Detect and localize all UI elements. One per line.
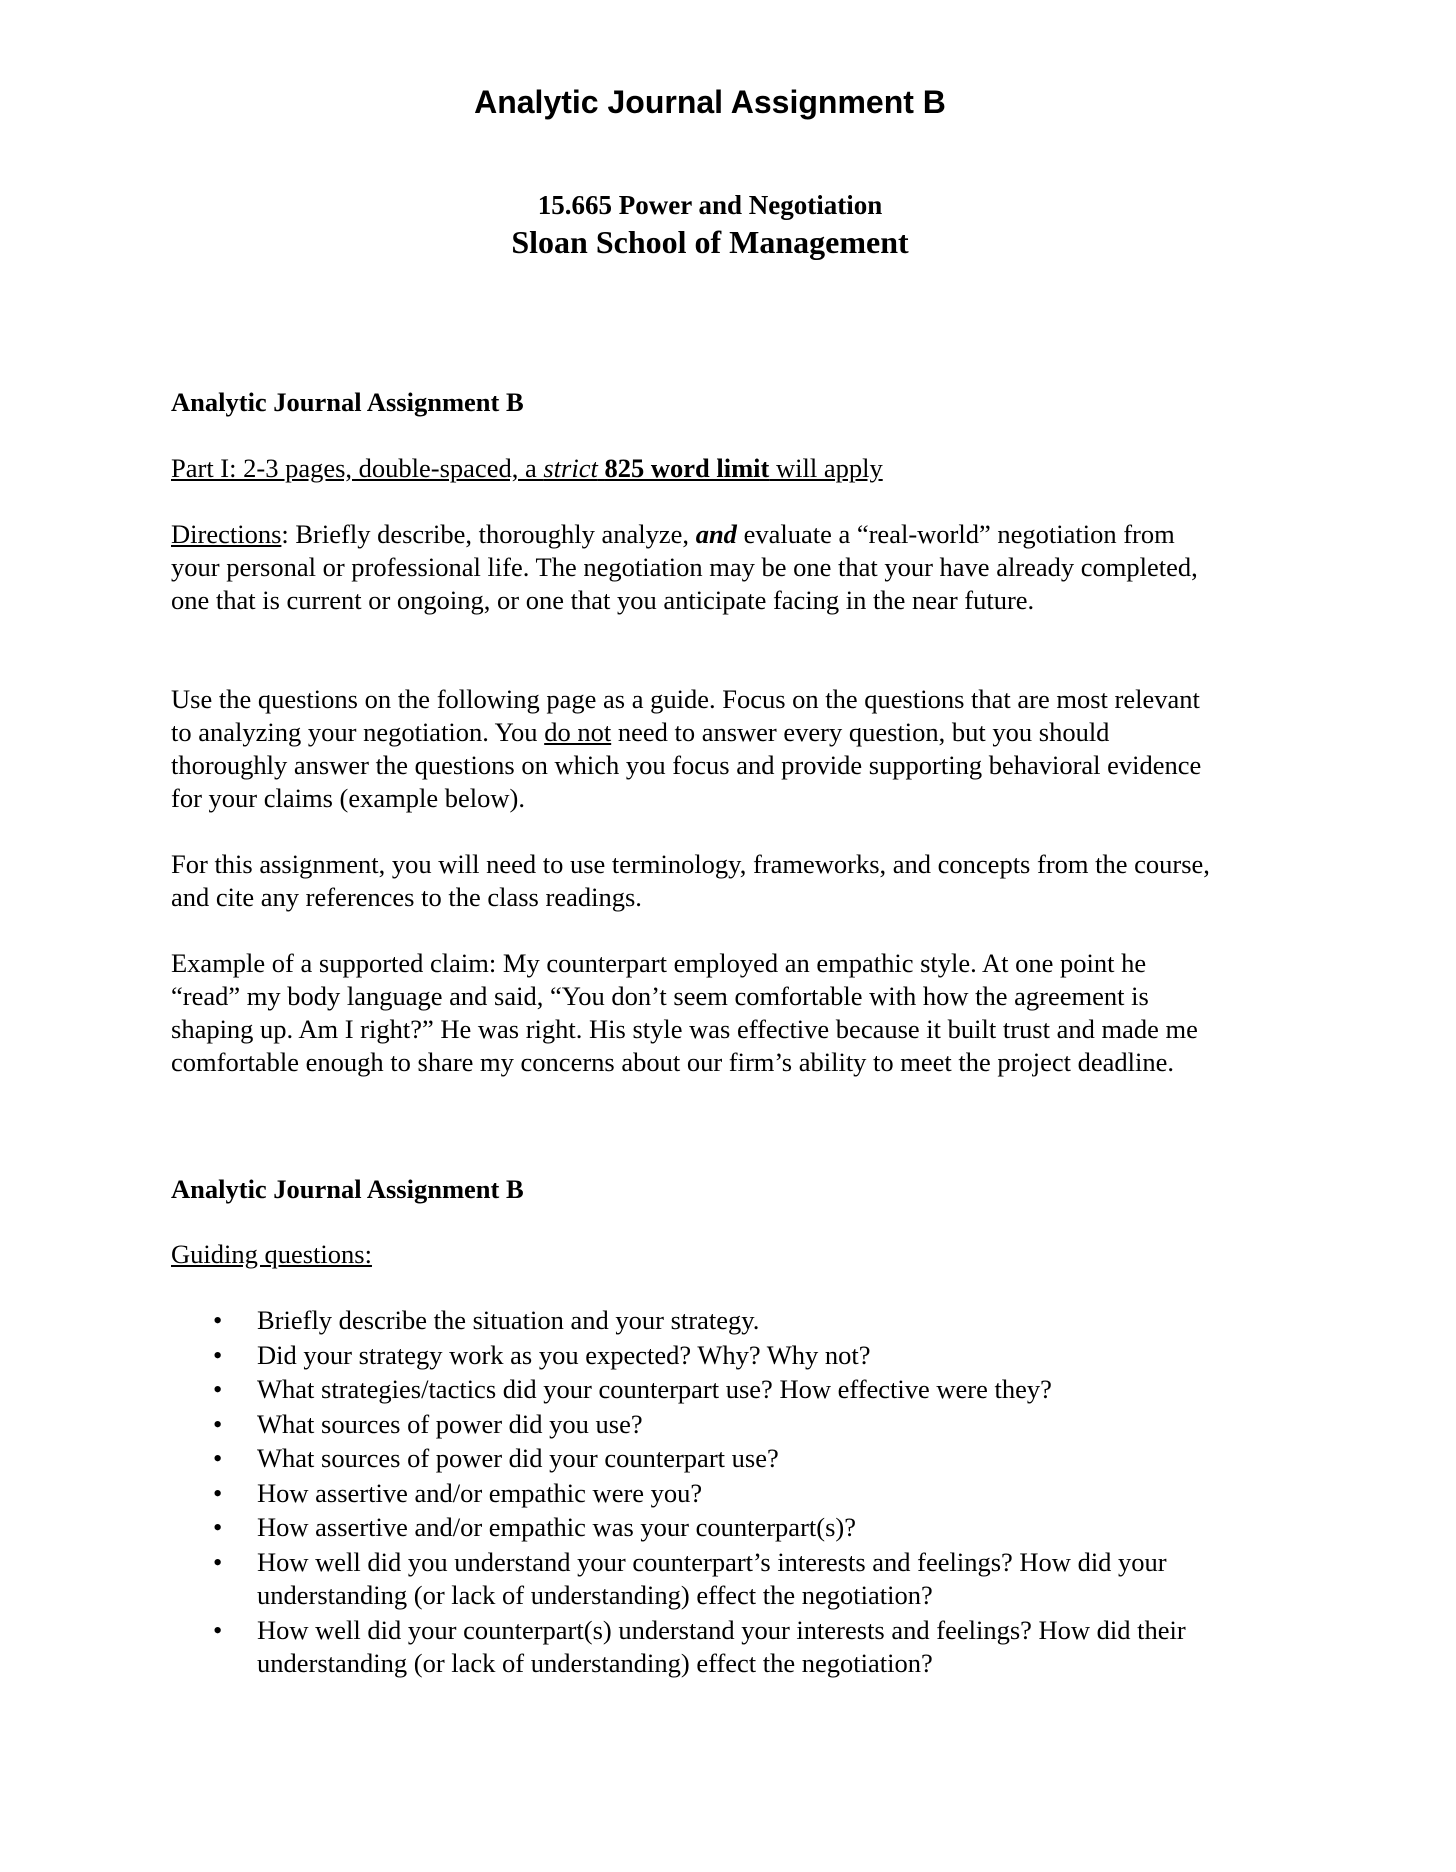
school-name: Sloan School of Management (511, 224, 909, 260)
bullet-icon: • (213, 1546, 223, 1577)
guide-paragraph: Use the questions on the following page as a guide. Focus on the questions that are most relevant to analyzing your negotiation. You do not need to answer every question, but you should thoroughly answer the questions on which you focus and provide supporting behavioral evidence for your claims (example below). (171, 684, 1202, 813)
list-item: • Did your strategy work as you expected? Why? Why not? (257, 1339, 1297, 1373)
directions-paragraph: Directions: Briefly describe, thoroughly analyze, and evaluate a “real-world” negotiation from your personal or professional life. The negotiation may be one that your have already completed, one that is current or ongoing, or one that you anticipate facing in the near future. (171, 519, 1198, 615)
guiding-questions-list (171, 1304, 1297, 1682)
part-requirements (171, 452, 1211, 485)
example-paragraph: Example of a supported claim: My counterpart employed an empathic style. At one point he “read” my body language and said, “You don’t seem comfortable with how the agreement is shaping up. Am I right?” He was right. His style was effective because it built trust and made me comfortable enough to share my concerns about our firm’s ability to meet the project deadline. (171, 948, 1198, 1077)
bullet-icon: • (213, 1339, 223, 1370)
guiding-questions-label: Guiding questions: (171, 1239, 372, 1269)
bullet-icon: • (213, 1614, 223, 1645)
terminology-paragraph: For this assignment, you will need to use terminology, frameworks, and concepts from the course, and cite any references to the class readings. (171, 849, 1210, 912)
section-heading-1: Analytic Journal Assignment B (171, 387, 524, 417)
bullet-icon: • (213, 1443, 223, 1473)
list-item: • How assertive and/or empathic were you? (257, 1477, 1297, 1511)
list-item: • What sources of power did your counterpart use? (257, 1442, 1297, 1476)
bullet-icon: • (213, 1512, 223, 1542)
part-requirements-text: Part I: 2-3 pages, double-spaced, a strict 825 word limit will apply (171, 453, 883, 483)
list-item: • What sources of power did you use? (257, 1408, 1297, 1442)
bullet-icon: • (213, 1408, 223, 1439)
course-name: 15.665 Power and Negotiation (537, 190, 883, 220)
directions-label: Directions (171, 519, 282, 549)
list-item: • What strategies/tactics did your counterpart use? How effective were they? (257, 1373, 1297, 1407)
bullet-icon: • (213, 1477, 223, 1508)
list-item: • How well did your counterpart(s) understand your interests and feelings? How did their understanding (or lack of understanding) effect the negotiation? (213, 1614, 1186, 1678)
document-title: Analytic Journal Assignment B (474, 84, 946, 120)
list-item: • How well did you understand your counterpart’s interests and feelings? How did your understanding (or lack of understanding) effect the negotiation? (213, 1546, 1167, 1610)
bullet-icon: • (213, 1305, 223, 1335)
emphasis-do-not: do not (544, 717, 612, 747)
bullet-icon: • (213, 1374, 223, 1404)
emphasis-and: and (695, 519, 737, 549)
section-heading-2: Analytic Journal Assignment B (171, 1174, 524, 1204)
list-item: • Briefly describe the situation and your strategy. (257, 1304, 1297, 1338)
list-item: • How assertive and/or empathic was your counterpart(s)? (257, 1511, 1297, 1545)
